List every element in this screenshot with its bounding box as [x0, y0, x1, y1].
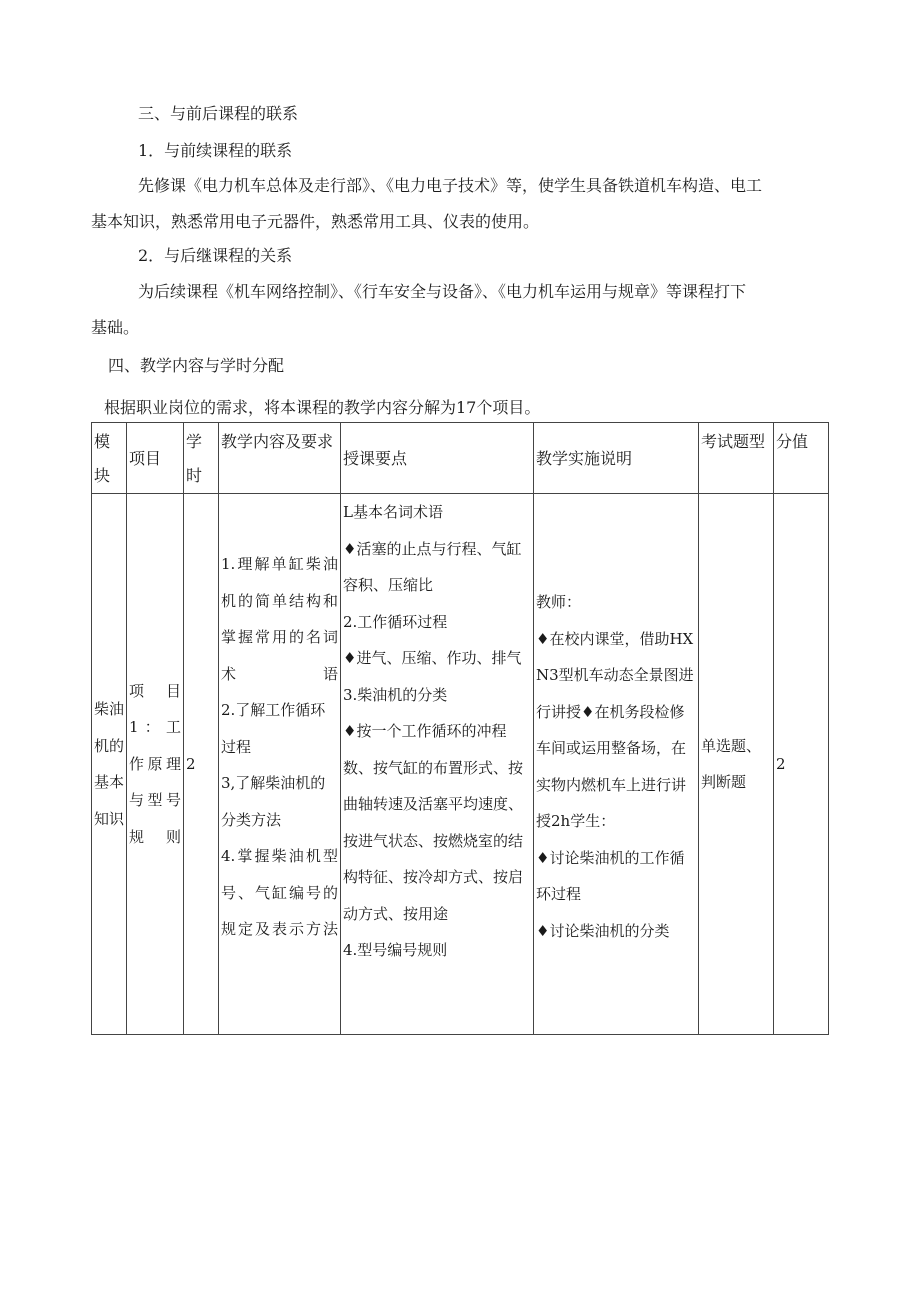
points-item: 2.工作循环过程	[343, 612, 448, 631]
teaching-content-table	[91, 422, 829, 1035]
cell-exam-type	[699, 494, 774, 1035]
hours-text: 2	[186, 754, 196, 773]
section-3-2-title: 2．与后继课程的关系	[138, 246, 293, 265]
points-item: 4.型号编号规则	[343, 941, 448, 959]
header-points: 授课要点	[341, 423, 534, 494]
implementation-item: ♦在校内课堂，借助HXN3型机车动态全景图进行讲授♦在机务段检修车间或运用整备场，在实物内燃机车上进行讲授2h学生：	[536, 629, 694, 830]
points-item: L基本名词术语	[343, 503, 443, 521]
table-header-row	[92, 423, 829, 494]
section-3-2-text-line2: 基础。	[91, 318, 140, 337]
content-item: 2.了解工作循环过程	[221, 701, 326, 756]
cell-project	[127, 494, 184, 1035]
cell-score	[774, 494, 829, 1035]
section-4-intro: 根据职业岗位的需求，将本课程的教学内容分解为17个项目。	[104, 398, 541, 417]
cell-points	[341, 494, 534, 1035]
cell-content	[219, 494, 341, 1035]
header-module: 模块	[92, 423, 127, 494]
implementation-item: ♦讨论柴油机的工作循环过程	[536, 848, 685, 903]
score-text: 2	[776, 754, 786, 773]
header-content: 教学内容及要求	[219, 423, 341, 494]
table-row	[92, 494, 829, 1035]
header-implementation: 教学实施说明	[534, 423, 699, 494]
header-hours: 学时	[184, 423, 219, 494]
header-score: 分值	[774, 423, 829, 494]
cell-implementation	[534, 494, 699, 1035]
exam-type-text: 单选题、判断题	[701, 736, 762, 791]
header-project: 项目	[127, 423, 184, 494]
cell-module	[92, 494, 127, 1035]
points-item: ♦活塞的止点与行程、气缸容积、压缩比	[343, 539, 522, 594]
header-exam-type: 考试题型	[699, 423, 774, 494]
points-item: ♦按一个工作循环的冲程数、按气缸的布置形式、按曲轴转速及活塞平均速度、按进气状态、按燃烧室的结构特征、按冷却方式、按启动方式、按用途	[343, 722, 524, 923]
content-item: 3,了解柴油机的分类方法	[221, 774, 326, 829]
points-item: ♦进气、压缩、作功、排气	[343, 649, 522, 667]
module-text: 柴油机的基本知识	[94, 700, 125, 828]
section-4-title: 四、教学内容与学时分配	[108, 356, 285, 375]
content-item: 1.理解单缸柴油机的简单结构和掌握常用的名词术语	[221, 555, 338, 683]
section-3-title: 三、与前后课程的联系	[138, 104, 299, 123]
project-text: 项目1：工作原理与型号规则	[129, 681, 181, 846]
section-3-1-text-line2: 基本知识，熟悉常用电子元器件，熟悉常用工具、仪表的使用。	[91, 212, 540, 231]
points-item: 3.柴油机的分类	[343, 685, 448, 704]
section-3-1-text-line1: 先修课《电力机车总体及走行部》、《电力电子技术》等，使学生具备铁道机车构造、电工	[138, 176, 763, 195]
section-3-2-text-line1: 为后续课程《机车网络控制》、《行车安全与设备》、《电力机车运用与规章》等课程打下	[138, 282, 747, 301]
section-3-1-title: 1．与前续课程的联系	[138, 141, 293, 160]
implementation-item: ♦讨论柴油机的分类	[536, 921, 670, 940]
content-item: 4.掌握柴油机型号、气缸编号的规定及表示方法	[221, 847, 338, 938]
cell-hours	[184, 494, 219, 1035]
implementation-item: 教师：	[536, 593, 582, 611]
